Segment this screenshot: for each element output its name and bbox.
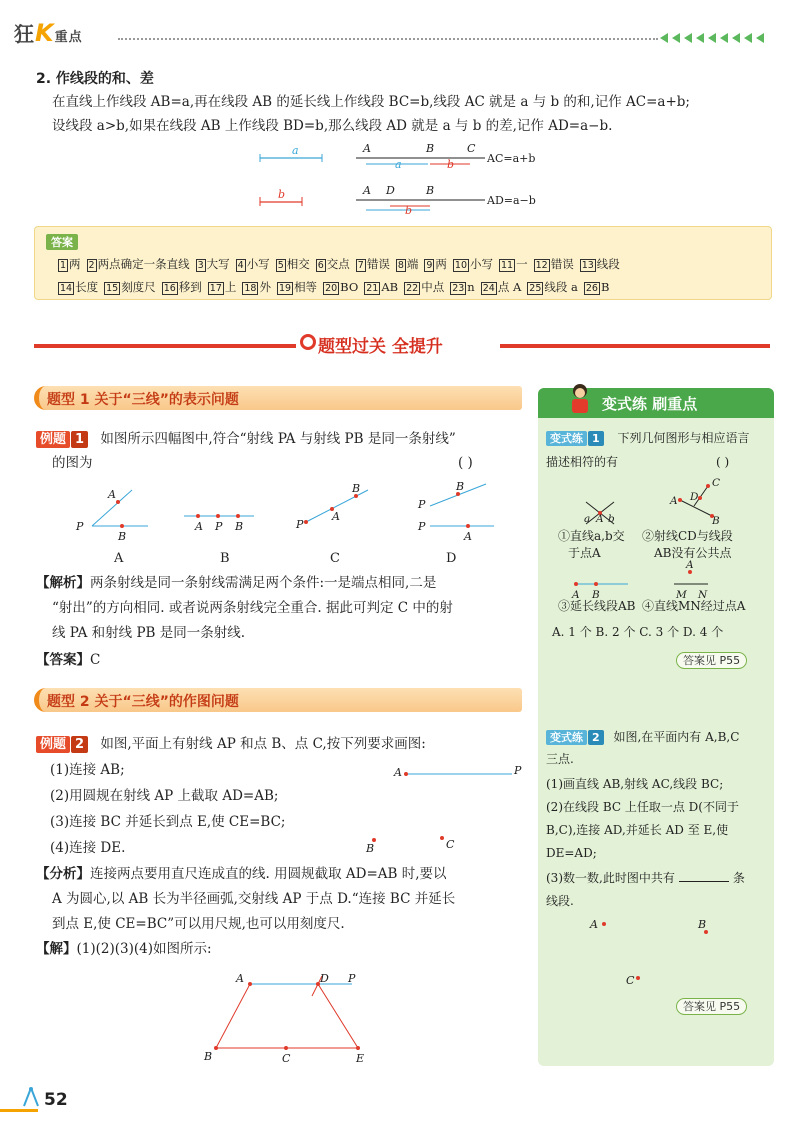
answer-item — [404, 280, 444, 294]
page-number: 52 — [44, 1090, 68, 1110]
answer-text: 外 — [259, 280, 271, 294]
answer-item — [242, 280, 271, 294]
answer-number: 18 — [244, 283, 257, 294]
sum-A: A — [363, 142, 371, 155]
answer-number: 20 — [325, 283, 338, 294]
logo-text-1: 狂 — [14, 22, 35, 46]
v2-step-3b: 条 — [732, 871, 745, 885]
answer-text: 点 A — [497, 280, 522, 294]
answer-item — [58, 280, 98, 294]
type1-header-text: 题型 1 关于“三线”的表示问题 — [47, 392, 239, 408]
answer-number: 4 — [237, 260, 244, 271]
v2-num: 2 — [588, 730, 604, 745]
ex2-sol-tag: 【解】 — [36, 941, 77, 957]
compass-icon — [20, 1086, 42, 1108]
figD-A: A — [464, 530, 472, 543]
answer-number: 1 — [60, 260, 67, 271]
ex2-step-4: (4)连接 DE. — [50, 840, 126, 856]
v1-paren: ( ) — [716, 455, 730, 469]
answer-number: 14 — [60, 283, 73, 294]
sec2-line-1: 在直线上作线段 AB=a,再在线段 AB 的延长线上作线段 BC=b,线段 AC 就是 a 与 b 的和,记作 AC=a+b; — [52, 94, 690, 110]
v1f4-M: M — [676, 589, 687, 601]
v1-q1: 下列几何图形与相应语言 — [617, 431, 750, 445]
figC-A: A — [332, 510, 340, 523]
answer-number: 7 — [357, 260, 364, 271]
v1f2-C: C — [712, 477, 721, 489]
ex2-an3: 到点 E,使 CE=BC”可以用尺规,也可以用刻度尺. — [52, 916, 345, 932]
sol-D: D — [320, 972, 329, 985]
sec2-line-2: 设线段 a>b,如果在线段 AB 上作线段 BD=b,那么线段 AD 就是 a 与 b 的差,记作 AD=a−b. — [52, 118, 613, 134]
answer-text: 一 — [516, 257, 528, 271]
answer-item — [534, 257, 574, 271]
answer-item — [196, 257, 230, 271]
sum-b: b — [447, 158, 455, 171]
banner-rule-left — [34, 344, 296, 348]
v1-answer-ref-text[interactable]: 答案见 P55 — [676, 652, 747, 669]
figC-B: B — [352, 482, 361, 495]
ex1-num: 1 — [71, 431, 88, 448]
answer-item — [316, 257, 350, 271]
figD-B: B — [456, 480, 465, 493]
answer-text: 错误 — [550, 257, 574, 271]
v1-choice-1b: 于点A — [568, 546, 601, 560]
v1f4-N: N — [698, 589, 708, 601]
fig-label-B: B — [220, 551, 230, 566]
v1-choice-1a: ①直线a,b交 — [558, 529, 625, 543]
answer-number: 3 — [197, 260, 204, 271]
v2-q1: 如图,在平面内有 A,B,C — [613, 730, 740, 744]
answer-item — [58, 257, 81, 271]
answer-item — [236, 257, 270, 271]
header-dotted-rule — [118, 38, 658, 40]
answer-text: 小写 — [246, 257, 270, 271]
answer-item — [499, 257, 528, 271]
v2-question-1 — [546, 727, 739, 748]
answer-number: 13 — [581, 260, 594, 271]
diff-B: B — [426, 184, 435, 197]
answer-number: 15 — [106, 283, 119, 294]
sol-E: E — [356, 1052, 365, 1065]
v1f3-A: A — [572, 589, 580, 601]
answer-item — [364, 280, 398, 294]
ex1-sol3: 线 PA 和射线 PB 是同一条射线. — [52, 625, 246, 641]
v2-step-2a: (2)在线段 BC 上任取一点 D(不同于 — [546, 800, 739, 814]
target-icon — [300, 334, 316, 350]
ex1-sol2: “射出”的方向相同. 或者说两条射线完全重合. 据此可判定 C 中的射 — [52, 600, 453, 616]
logo-k: K — [35, 19, 55, 47]
answer-number: 16 — [163, 283, 176, 294]
v2-tag: 变式练 — [546, 730, 587, 745]
ex2-question — [36, 733, 426, 756]
figA-B: B — [118, 530, 127, 543]
figA-A: A — [108, 488, 116, 501]
sum-B: B — [426, 142, 435, 155]
answer-item — [453, 257, 493, 271]
v1-choice-3: ③延长线段AB — [558, 599, 636, 613]
given-A: A — [394, 766, 402, 779]
header-arrow-strip — [660, 32, 772, 44]
answer-number: 2 — [88, 260, 95, 271]
ex1-q1: 如图所示四幅图中,符合“射线 PA 与射线 PB 是同一条射线” — [100, 431, 456, 447]
ex1-answer — [36, 649, 100, 671]
answer-number: 25 — [529, 283, 542, 294]
v2-step-3 — [546, 868, 745, 889]
ex2-step-1: (1)连接 AB; — [50, 762, 125, 778]
figB-P: P — [215, 520, 223, 533]
v2-blank[interactable] — [679, 881, 729, 882]
ex2-num: 2 — [71, 736, 88, 753]
given-C: C — [446, 838, 455, 851]
ex1-solution-1 — [36, 572, 436, 594]
v1-answer-ref[interactable] — [676, 652, 747, 668]
ex2-solution — [36, 938, 212, 960]
answer-item — [276, 257, 310, 271]
fig-label-C: C — [330, 551, 340, 566]
v1f1-b: b — [608, 513, 615, 525]
answer-text: 线段 — [596, 257, 620, 271]
v1f3-B: B — [592, 589, 600, 601]
figA-P: P — [76, 520, 84, 533]
type1-header — [34, 386, 522, 410]
student-icon — [566, 382, 596, 416]
answer-number: 10 — [454, 260, 468, 271]
answer-number: 19 — [278, 283, 292, 294]
ex2-sol: (1)(2)(3)(4)如图所示: — [76, 941, 212, 957]
answer-number: 24 — [482, 283, 495, 294]
answer-item — [580, 257, 620, 271]
ex2-tag: 例题 — [36, 736, 70, 753]
v2-answer-ref-text[interactable]: 答案见 P55 — [676, 998, 747, 1015]
v2-C: C — [626, 974, 635, 987]
v2-step-3c: 线段. — [546, 894, 574, 908]
logo-text-2: 重点 — [54, 30, 83, 45]
ex2-solution-figure — [196, 966, 386, 1066]
answer-number: 8 — [397, 260, 404, 271]
answer-text: 长度 — [75, 280, 99, 294]
answer-text: 移到 — [178, 280, 202, 294]
banner-title: 题型过关 全提升 — [318, 337, 443, 357]
answer-text: 两点确定一条直线 — [97, 257, 190, 271]
answer-number: 11 — [501, 260, 514, 271]
segment-sum-diff-figure — [250, 140, 550, 216]
side-panel-title: 变式练 刷重点 — [602, 395, 698, 413]
sum-a: a — [395, 158, 402, 171]
answer-text: 中点 — [421, 280, 445, 294]
banner-rule-right — [500, 344, 770, 348]
answers-row-2 — [58, 279, 615, 295]
ex2-given-points — [358, 830, 438, 860]
v2-step-1: (1)画直线 AB,射线 AC,线段 BC; — [546, 777, 724, 791]
figD-P1: P — [418, 498, 426, 511]
sum-C: C — [467, 142, 476, 155]
v2-B: B — [698, 918, 707, 931]
section-title: 2. 作线段的和、差 — [36, 71, 154, 87]
sum-eq: AC=a+b — [487, 152, 536, 165]
v1-question-1 — [546, 428, 750, 449]
ex1-sol-tag: 【解析】 — [36, 575, 90, 591]
answer-number: 17 — [209, 283, 222, 294]
answer-item — [87, 257, 190, 271]
v2-points-figure — [586, 912, 726, 992]
answers-tag: 答案 — [46, 234, 78, 250]
answer-item — [527, 280, 578, 294]
answer-number: 21 — [366, 283, 379, 294]
answer-item — [208, 280, 237, 294]
ex2-q: 如图,平面上有射线 AP 和点 B、点 C,按下列要求画图: — [100, 736, 426, 752]
answer-text: 刻度尺 — [121, 280, 156, 294]
v1f1-A: A — [596, 513, 604, 525]
ex2-step-3: (3)连接 BC 并延长到点 E,使 CE=BC; — [50, 814, 286, 830]
seg-a-label: a — [292, 144, 299, 157]
answer-text: 相交 — [286, 257, 310, 271]
answer-item — [277, 280, 317, 294]
v1f2-B: B — [712, 515, 720, 527]
seg-b-label: b — [278, 188, 286, 201]
given-P: P — [514, 764, 522, 777]
answer-text: 相等 — [294, 280, 318, 294]
type2-header-text: 题型 2 关于“三线”的作图问题 — [47, 694, 239, 710]
brand-logo — [14, 18, 83, 47]
v1-choice-2b: AB没有公共点 — [654, 546, 732, 560]
answer-text: 错误 — [366, 257, 390, 271]
sol-A: A — [236, 972, 244, 985]
ex1-figures — [70, 478, 510, 570]
answers-row-1 — [58, 256, 626, 272]
answer-number: 6 — [317, 260, 324, 271]
answer-item — [356, 257, 390, 271]
answer-text: 小写 — [470, 257, 494, 271]
ex1-q2: 的图为 — [52, 455, 93, 471]
v2-step-2c: DE=AD; — [546, 846, 597, 860]
ex1-ans-tag: 【答案】 — [36, 652, 90, 668]
v2-A: A — [590, 918, 598, 931]
answer-text: 两 — [69, 257, 81, 271]
v1-q2: 描述相符的有 — [546, 455, 619, 469]
ex2-an-tag: 【分析】 — [36, 866, 90, 882]
answer-number: 9 — [426, 260, 433, 271]
v1f2-D: D — [690, 491, 699, 503]
fig-label-A: A — [114, 551, 124, 566]
answer-text: 上 — [224, 280, 237, 294]
ex2-step-2: (2)用圆规在射线 AP 上截取 AD=AB; — [50, 788, 279, 804]
answer-text: 端 — [406, 257, 419, 271]
v1f1-a: a — [584, 513, 591, 525]
answer-text: B — [600, 280, 610, 294]
diff-b: b — [405, 204, 413, 216]
figD-P2: P — [418, 520, 426, 533]
answer-number: 23 — [452, 283, 465, 294]
v1f2-A: A — [670, 495, 678, 507]
ex1-tag: 例题 — [36, 431, 70, 448]
answer-text: 交点 — [326, 257, 350, 271]
answer-number: 22 — [406, 283, 419, 294]
v1-choice-2a: ②射线CD与线段 — [642, 529, 733, 543]
figC-P: P — [296, 518, 304, 531]
v1-num: 1 — [588, 431, 604, 446]
v2-step-3a: (3)数一数,此时图中共有 — [546, 871, 675, 885]
ex1-paren: ( ) — [458, 455, 473, 471]
answer-text: 两 — [435, 257, 447, 271]
sol-C: C — [282, 1052, 291, 1065]
figB-A: A — [195, 520, 203, 533]
answer-text: n — [467, 280, 475, 294]
v1f4-A: A — [686, 559, 694, 571]
diff-A: A — [363, 184, 371, 197]
v1-choice-4: ④直线MN经过点A — [642, 599, 746, 613]
given-B2: B — [366, 842, 375, 855]
answer-item — [424, 257, 447, 271]
answer-text: BO — [340, 280, 359, 294]
sol-P: P — [348, 972, 356, 985]
answer-item — [162, 280, 202, 294]
sol-B: B — [204, 1050, 213, 1063]
figB-B: B — [235, 520, 244, 533]
answer-item — [450, 280, 475, 294]
ex1-sol1: 两条射线是同一条射线需满足两个条件:一是端点相同,二是 — [90, 575, 437, 591]
ex1-question — [36, 428, 456, 451]
answer-item — [584, 280, 610, 294]
answer-number: 26 — [585, 283, 598, 294]
answer-item — [481, 280, 522, 294]
answer-number: 12 — [535, 260, 548, 271]
ex1-ans: C — [90, 652, 101, 668]
fig-label-D: D — [446, 551, 457, 566]
v2-step-2b: B,C),连接 AD,并延长 AD 至 E,使 — [546, 823, 729, 837]
v1-tag: 变式练 — [546, 431, 587, 446]
v2-q2: 三点. — [546, 752, 574, 766]
v1-options: A. 1 个 B. 2 个 C. 3 个 D. 4 个 — [552, 625, 724, 639]
ex2-analysis-1 — [36, 863, 447, 885]
answer-item — [323, 280, 358, 294]
diff-D: D — [386, 184, 395, 197]
ex2-an1: 连接两点要用直尺连成直的线. 用圆规截取 AD=AB 时,要以 — [90, 866, 447, 882]
v2-answer-ref[interactable] — [676, 998, 747, 1014]
answer-text: AB — [381, 280, 399, 294]
diff-eq: AD=a−b — [487, 194, 536, 207]
answer-number: 5 — [277, 260, 284, 271]
answer-text: 线段 a — [544, 280, 578, 294]
answer-text: 大写 — [206, 257, 230, 271]
ex2-an2: A 为圆心,以 AB 长为半径画弧,交射线 AP 于点 D.“连接 BC 并延长 — [52, 891, 456, 907]
answer-item — [104, 280, 156, 294]
type2-header — [34, 688, 522, 712]
answer-item — [396, 257, 419, 271]
